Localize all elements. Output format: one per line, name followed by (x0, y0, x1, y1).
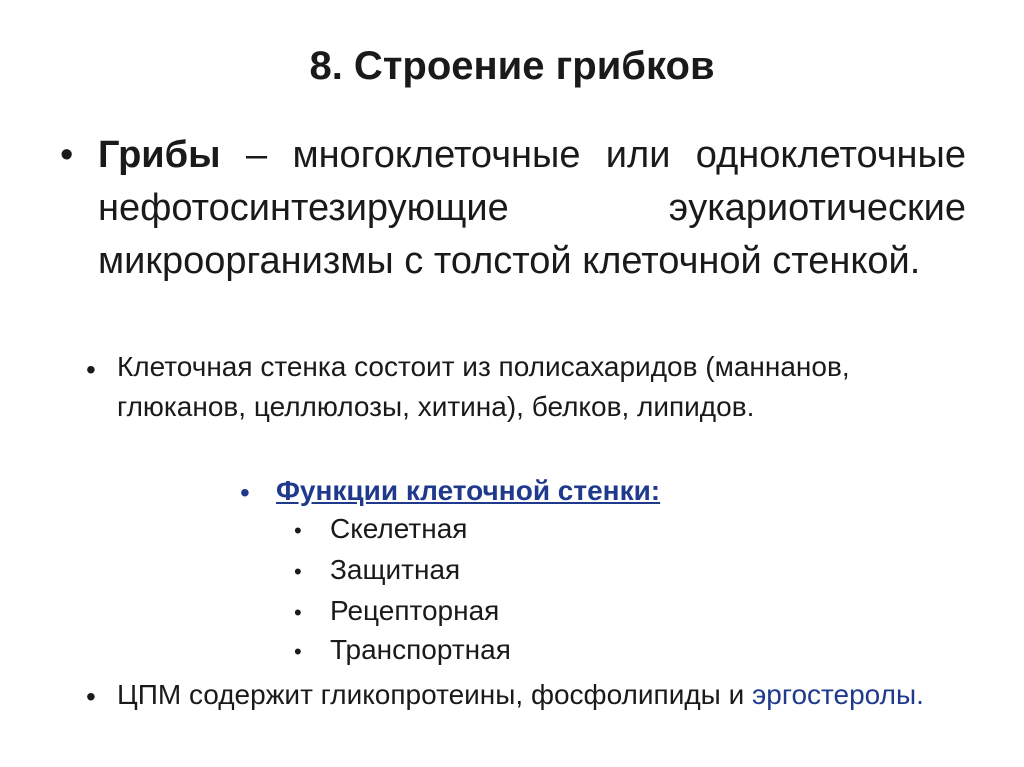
bullet-marker: • (294, 518, 302, 543)
bullet-marker: • (60, 134, 74, 176)
slide-title: 8. Строение грибков (309, 44, 715, 88)
definition-term: Грибы (98, 134, 221, 176)
function-item: Защитная (330, 554, 461, 585)
definition-paragraph (98, 129, 966, 288)
bullet-marker: • (294, 600, 302, 625)
cell-wall-paragraph: Клеточная стенка состоит из полисахаридов (маннанов, глюканов, целлюлозы, хитина), белков, липидов. (117, 351, 850, 422)
cpm-paragraph (117, 673, 937, 717)
definition-text: – многоклеточные или одноклеточные нефотосинтезирующие эукариотические микроорганизмы с толстой клеточной стенкой. (98, 134, 966, 282)
cpm-highlight: эргостеролы. (752, 679, 924, 710)
bullet-marker: • (240, 477, 250, 508)
bullet-marker: • (86, 354, 96, 385)
function-item: Скелетная (330, 513, 468, 544)
function-item: Транспортная (330, 634, 511, 665)
bullet-marker: • (86, 681, 96, 712)
cpm-text: ЦПМ содержит гликопротеины, фосфолипиды и (117, 679, 752, 710)
bullet-marker: • (294, 639, 302, 664)
bullet-marker: • (294, 559, 302, 584)
functions-heading: Функции клеточной стенки: (276, 475, 661, 506)
function-item: Рецепторная (330, 595, 500, 626)
